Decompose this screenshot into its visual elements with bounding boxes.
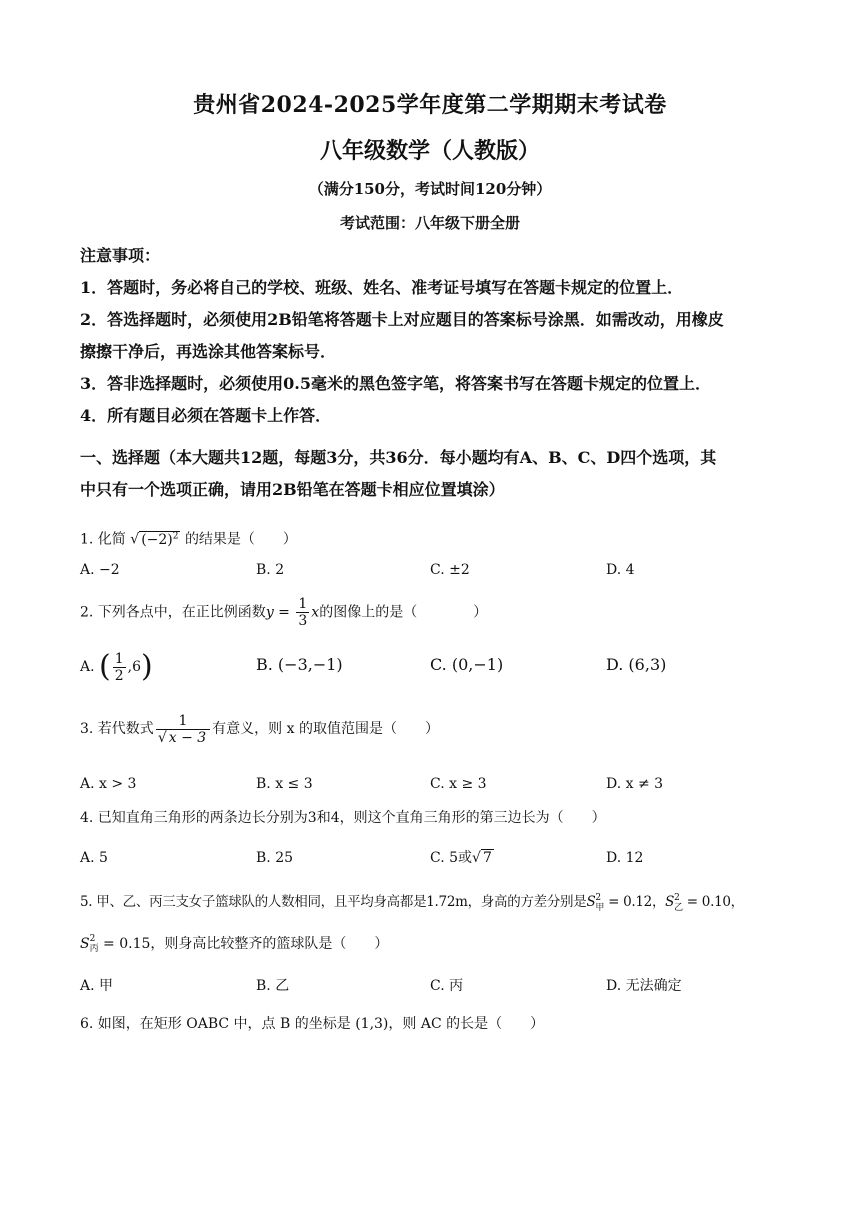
q2-option-d: D. (6,3) — [606, 655, 667, 674]
var-y: y — [265, 604, 274, 621]
q4-option-c: C. 5或√ 7 — [430, 850, 492, 866]
question-1-suffix: 的结果是（ ） — [184, 531, 297, 548]
numerator: 1 — [156, 713, 210, 730]
q4-option-d: D. 12 — [606, 850, 644, 866]
radicand: x − 3 — [168, 729, 207, 746]
question-2-prefix: 2. 下列各点中，在正比例函数 — [80, 604, 266, 621]
question-3-suffix: 有意义，则 x 的取值范围是（ ） — [212, 721, 439, 737]
exponent: 2 — [172, 531, 179, 541]
numerator: 1 — [298, 596, 308, 612]
fraction-one-half — [113, 651, 126, 684]
question-3-prefix: 3. 若代数式 — [80, 721, 154, 737]
section-heading-line-1: 一、选择题（本大题共12题，每题3分，共36分．每小题均有A、B、C、D四个选项，其 — [80, 448, 717, 467]
exam-range: 考试范围：八年级下册全册 — [339, 214, 520, 232]
radicand: 7 — [482, 850, 492, 866]
fraction-one-third — [296, 596, 309, 629]
q1-option-b: B. 2 — [256, 562, 285, 578]
equals: = — [273, 604, 295, 621]
question-6: 6. 如图，在矩形 OABC 中，点 B 的坐标是 (1,3)，则 AC 的长是（ ） — [80, 1016, 545, 1032]
variance-jia: = 0.12， — [604, 894, 666, 910]
q1-option-c: C. ±2 — [430, 562, 470, 578]
numerator: 1 — [114, 650, 124, 667]
q5-option-d: D. 无法确定 — [606, 978, 682, 994]
subscript-yi: 乙 — [674, 902, 683, 913]
question-2 — [80, 596, 487, 629]
question-3 — [80, 712, 439, 746]
subscript-bing: 丙 — [89, 944, 99, 954]
question-1 — [80, 526, 297, 550]
q4-option-a: A. 5 — [80, 850, 108, 866]
var-x: x — [311, 604, 320, 621]
radicand: (−2) — [141, 531, 173, 548]
q5-option-c: C. 丙 — [430, 978, 464, 994]
notice-item-4: 4．所有题目必须在答题卡上作答． — [80, 406, 332, 425]
question-4: 4. 已知直角三角形的两条边长分别为3和4，则这个直角三角形的第三边长为（ ） — [80, 810, 606, 826]
variance-symbol: S — [665, 894, 675, 910]
denominator: 2 — [114, 667, 124, 684]
question-5-line-1 — [80, 892, 744, 913]
q4-option-b: B. 25 — [256, 850, 294, 866]
question-2-suffix: 的图像上的是（ ） — [319, 604, 488, 621]
q3-option-d: D. x ≠ 3 — [606, 776, 664, 792]
q5-option-a: A. 甲 — [80, 978, 114, 994]
option-c-text: C. 5或 — [430, 850, 473, 866]
square-superscript: 2 — [674, 892, 680, 903]
question-5-line-2 — [80, 934, 388, 954]
variance-yi: = 0.10， — [682, 894, 744, 910]
sqrt-expression: √ $(-2)^2$ — [130, 531, 179, 548]
q1-option-d: D. 4 — [606, 562, 635, 578]
exam-score-time: （满分150分，考试时间120分钟） — [308, 180, 552, 198]
subscript-jia: 甲 — [595, 902, 605, 913]
notice-item-1: 1．答题时，务必将自己的学校、班级、姓名、准考证号填写在答题卡规定的位置上． — [80, 278, 684, 297]
square-superscript: 2 — [89, 934, 96, 944]
q3-option-a: A. x > 3 — [80, 776, 137, 792]
question-5-text: 5. 甲、乙、丙三支女子篮球队的人数相同，且平均身高都是1.72m，身高的方差分别是 — [80, 894, 587, 910]
q2-option-c: C. (0,−1) — [430, 655, 504, 674]
variance-bing: = 0.15，则身高比较整齐的篮球队是（ ） — [98, 936, 389, 952]
square-superscript: 2 — [595, 892, 601, 903]
notice-item-3: 3．答非选择题时，必须使用0.5毫米的黑色签字笔，将答案书写在答题卡规定的位置上． — [80, 374, 711, 393]
question-1-prefix: 1. 化简 — [80, 531, 126, 548]
notice-item-2: 2．答选择题时，必须使用2B铅笔将答题卡上对应题目的答案标号涂黑．如需改动，用橡皮 — [80, 310, 724, 329]
q5-option-b: B. 乙 — [256, 978, 290, 994]
q3-option-b: B. x ≤ 3 — [256, 776, 313, 792]
variance-symbol: S — [80, 936, 90, 952]
q2-option-b: B. (−3,−1) — [256, 655, 343, 674]
exam-subtitle: 八年级数学（人教版） — [319, 138, 540, 164]
q3-option-c: C. x ≥ 3 — [430, 776, 487, 792]
option-a-rest: ,6 — [127, 659, 142, 675]
denominator: √ x − 3 — [157, 729, 207, 746]
notice-heading: 注意事项： — [80, 246, 161, 265]
q2-option-a: A. ( $\frac{1}{2}$ ,6) — [80, 649, 153, 684]
exam-title: 贵州省2024-2025学年度第二学期期末考试卷 — [193, 92, 667, 118]
option-label: A. — [80, 659, 95, 675]
fraction-expression — [156, 713, 210, 746]
notice-item-2-cont: 擦擦干净后，再选涂其他答案标号． — [80, 342, 337, 361]
section-heading-line-2: 中只有一个选项正确，请用2B铅笔在答题卡相应位置填涂） — [80, 480, 505, 499]
denominator: 3 — [298, 613, 308, 629]
q1-option-a: A. −2 — [80, 562, 120, 578]
variance-symbol: S — [586, 894, 596, 910]
